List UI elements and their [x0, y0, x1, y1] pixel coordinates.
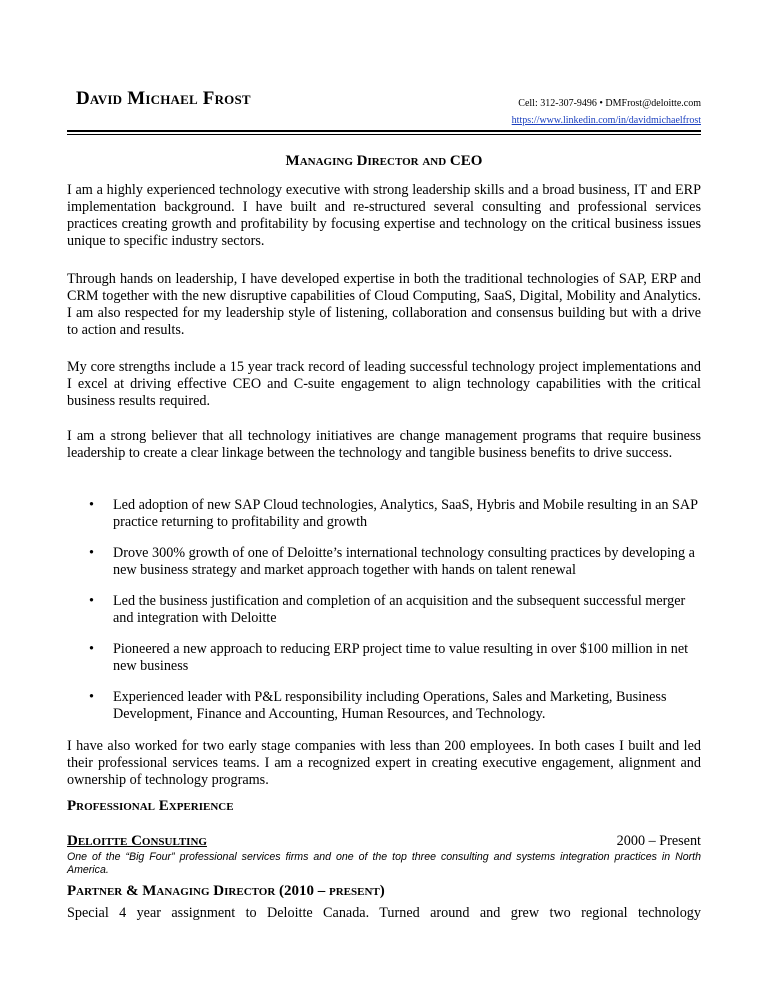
bullet-icon: • [89, 641, 94, 657]
list-item [67, 689, 701, 723]
achievement-text: Pioneered a new approach to reducing ERP project time to value resulting in over $100 million in net new business [113, 641, 689, 674]
summary-paragraph-3: My core strengths include a 15 year track record of leading successful technology project implementations and I excel at driving effective CEO and C-suite engagement to align technology capabilities with the critical business results required. [67, 359, 701, 409]
bullet-icon: • [89, 689, 94, 705]
summary-paragraph-2: Through hands on leadership, I have developed expertise in both the traditional technologies of SAP, ERP and CRM together with the new disruptive capabilities of Cloud Computing, SaaS, Digital, Mobility and Analytics. I am also respected for my leadership style of listening, collaboration and consensus building but with a drive to action and results. [67, 271, 701, 338]
achievement-text: Drove 300% growth of one of Deloitte’s international technology consulting practices by developing a new business strategy and market approach together with hands on talent renewal [113, 545, 695, 578]
list-item [67, 641, 701, 675]
summary-paragraph-1: I am a highly experienced technology executive with strong leadership skills and a broad business, IT and ERP implementation background. I have built and re-structured several consulting and professional services practices creating growth and profitability by focusing expertise and technology on the critical business issues unique to specific industry sectors. [67, 182, 701, 249]
company-description: One of the “Big Four” professional services firms and one of the top three consulting and systems integration practices in North America. [67, 851, 701, 876]
contact-block [512, 95, 701, 129]
header-rule-thin [67, 134, 701, 135]
achievement-text: Led the business justification and completion of an acquisition and the subsequent successful merger and integration with Deloitte [113, 593, 686, 626]
role-description: Special 4 year assignment to Deloitte Canada. Turned around and grew two regional technology [67, 905, 701, 921]
employment-dates: 2000 – Present [616, 833, 701, 849]
achievement-text: Led adoption of new SAP Cloud technologies, Analytics, SaaS, Hybris and Mobile resulting in an SAP practice returning to profitability and growth [113, 497, 698, 530]
section-title-experience: Professional Experience [67, 798, 234, 814]
list-item [67, 497, 701, 531]
closing-paragraph: I have also worked for two early stage companies with less than 200 employees. In both cases I built and led their professional services teams. I am a recognized expert in creating executive engagement, alignment and ownership of technology programs. [67, 738, 701, 788]
list-item [67, 593, 701, 627]
list-item [67, 545, 701, 579]
job-title: Managing Director and CEO [285, 153, 483, 169]
achievement-text: Experienced leader with P&L responsibility including Operations, Sales and Marketing, Business Development, Finance and Accounting, Human Resources, and Technology. [113, 689, 667, 722]
achievements-list [67, 497, 701, 737]
header-rule-thick [67, 130, 701, 132]
bullet-icon: • [89, 497, 94, 513]
bullet-icon: • [89, 593, 94, 609]
contact-line: Cell: 312-307-9496 • DMFrost@deloitte.com [518, 98, 701, 109]
role-title: Partner & Managing Director (2010 – present) [67, 883, 385, 899]
bullet-icon: • [89, 545, 94, 561]
candidate-name: David Michael Frost [76, 88, 251, 109]
company-name: Deloitte Consulting [67, 833, 207, 849]
linkedin-link[interactable]: https://www.linkedin.com/in/davidmichaelfrost [511, 115, 701, 126]
summary-paragraph-4: I am a strong believer that all technology initiatives are change management programs that require business leadership to create a clear linkage between the technology and tangible business benefits to drive success. [67, 428, 701, 461]
